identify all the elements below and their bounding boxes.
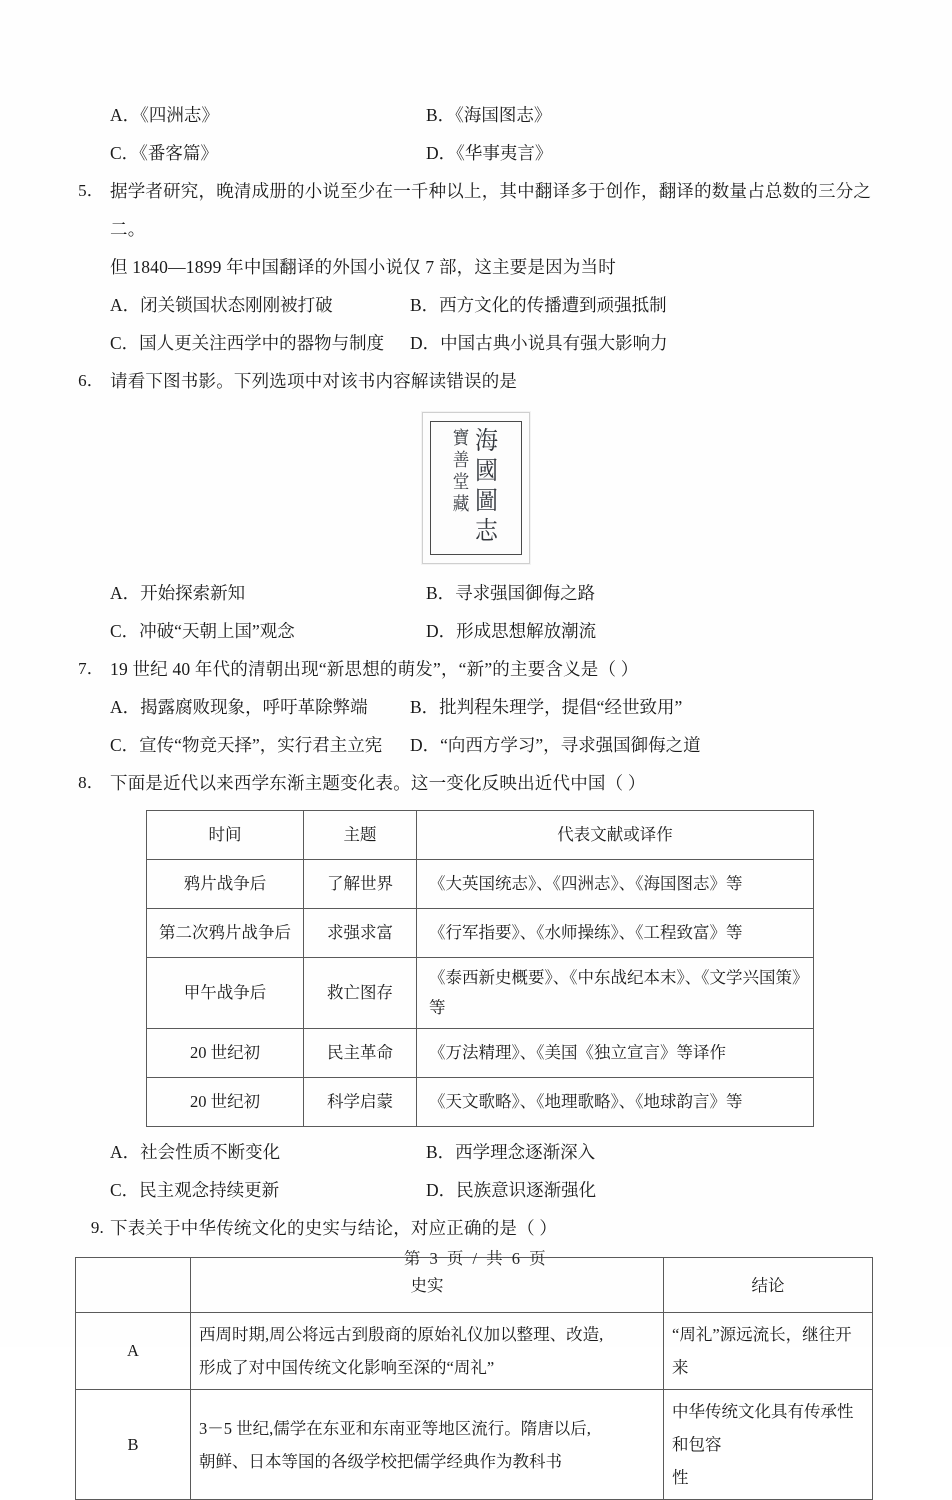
question-5-options-row-2 [76,324,876,362]
page-content [76,96,876,1500]
question-6-options-row-1 [76,574,876,612]
q4-option-d[interactable]: D．《华事夷言》 [426,143,553,163]
cell-fact-line1: 3－5 世纪,儒学在东亚和东南亚等地区流行。隋唐以后, [199,1418,591,1438]
cell-conclusion-line1: 中华传统文化具有传承性和包容 [672,1402,854,1454]
q8-option-a[interactable]: A．社会性质不断变化 [110,1142,281,1162]
q4-option-b[interactable]: B．《海国图志》 [426,105,552,125]
question-8 [76,764,876,802]
table-row [147,1029,814,1078]
cell-conclusion [664,1313,873,1390]
question-6-number: 6． [78,371,104,390]
q6-option-c[interactable]: C．冲破“天朝上国”观念 [110,621,295,641]
cell-fact-line1: 西周时期,周公将远古到殷商的原始礼仪加以整理、改造, [199,1325,604,1344]
seal-char-2: 國 [475,456,499,485]
question-7-number: 7． [78,659,104,678]
q6-option-b[interactable]: B．寻求强国御侮之路 [426,583,596,603]
cell-conclusion [664,1390,873,1500]
th-time: 时间 [147,811,304,860]
table-row [147,1078,814,1127]
q4-options-row-1 [76,96,876,134]
question-5 [76,172,876,248]
seal-char-4: 志 [475,516,499,545]
question-6-options-row-2 [76,612,876,650]
cell-conclusion-line2: 性 [672,1468,689,1487]
question-6-stem-line1: 请看下图书影。下列选项中对该书内容解读错误的是 [110,371,518,391]
cell-time: 甲午战争后 [147,958,304,1029]
question-7 [76,650,876,688]
seal-publisher-column [452,426,470,516]
cell-documents: 《泰西新史概要》、《中东战纪本末》、《文学兴国策》等 [417,958,814,1029]
cell-theme: 了解世界 [304,860,417,909]
question-8-stem-line1: 下面是近代以来西学东渐主题变化表。这一变化反映出近代中国（ ） [110,773,646,793]
table-row [147,958,814,1029]
q8-option-c[interactable]: C．民主观念持续更新 [110,1180,280,1200]
cell-key: A [76,1313,191,1390]
table-row [76,1313,873,1390]
q5-option-a[interactable]: A．闭关锁国状态刚刚被打破 [110,295,333,315]
cell-fact-line2: 朝鲜、日本等国的各级学校把儒学经典作为教科书 [199,1451,562,1471]
cell-time: 20 世纪初 [147,1029,304,1078]
q7-option-c[interactable]: C．宣传“物竞天择”，实行君主立宪 [110,735,383,755]
cell-time: 鸦片战争后 [147,860,304,909]
cell-conclusion-line1: “周礼”源远流长，继往开来 [672,1325,852,1377]
table-header-row [147,811,814,860]
question-8-number: 8． [78,773,104,792]
book-cover-image [422,412,530,564]
table-row [147,860,814,909]
cell-fact [191,1390,664,1500]
q7-option-d[interactable]: D．“向西方学习”，寻求强国御侮之道 [410,735,701,755]
question-9-stem-line1: 下表关于中华传统文化的史实与结论，对应正确的是（ ） [110,1218,558,1238]
cell-theme: 民主革命 [304,1029,417,1078]
question-7-options-row-1 [76,688,876,726]
q5-option-d[interactable]: D．中国古典小说具有强大影响力 [410,333,668,353]
question-6-figure [76,412,876,564]
cell-key: B [76,1390,191,1500]
question-5-stem-line1: 据学者研究，晚清成册的小说至少在一千种以上，其中翻译多于创作，翻译的数量占总数的三分之二。 [110,181,872,239]
book-cover-frame [430,421,522,555]
cell-theme: 科学启蒙 [304,1078,417,1127]
q7-option-a[interactable]: A．揭露腐败现象，呼吁革除弊端 [110,697,368,717]
question-5-options-row-1 [76,286,876,324]
q5-option-b[interactable]: B．西方文化的传播遭到顽强抵制 [410,295,667,315]
q8-option-d[interactable]: D．民族意识逐渐强化 [426,1180,597,1200]
table-row [147,909,814,958]
question-9-number: 9. [90,1218,104,1237]
page-footer: 第 3 页 / 共 6 页 [403,1249,549,1268]
cell-time: 第二次鸦片战争后 [147,909,304,958]
seal-side-char-2: 善 [453,450,470,471]
cell-documents: 《万法精理》、《美国《独立宣言》等译作 [417,1029,814,1078]
cell-documents: 《天文歌略》、《地理歌略》、《地球韵言》等 [417,1078,814,1127]
table-row [76,1390,873,1500]
cell-theme: 救亡图存 [304,958,417,1029]
q6-option-d[interactable]: D．形成思想解放潮流 [426,621,597,641]
traditional-culture-table [75,1257,873,1500]
q4-options-row-2 [76,134,876,172]
th-theme: 主题 [304,811,417,860]
q5-option-c[interactable]: C．国人更关注西学中的器物与制度 [110,333,385,353]
seal-char-3: 圖 [475,486,499,515]
cell-documents: 《大英国统志》、《四洲志》、《海国图志》等 [417,860,814,909]
question-5-stem-line2: 但 1840—1899 年中国翻译的外国小说仅 7 部，这主要是因为当时 [110,257,616,277]
seal-char-1: 海 [475,426,499,455]
question-7-stem-line1: 19 世纪 40 年代的清朝出现“新思想的萌发”，“新”的主要含义是（ ） [110,659,639,679]
cell-theme: 求强求富 [304,909,417,958]
question-5-number: 5． [78,181,104,200]
q4-option-a[interactable]: A．《四洲志》 [110,105,219,125]
th-fact: 史实 [191,1258,664,1313]
seal-side-char-4: 藏 [453,494,470,515]
question-6 [76,362,876,400]
th-conclusion: 结论 [664,1258,873,1313]
seal-title-column [474,426,499,546]
cell-fact [191,1313,664,1390]
q7-option-b[interactable]: B．批判程朱理学，提倡“经世致用” [410,697,683,717]
q4-option-c[interactable]: C．《番客篇》 [110,143,218,163]
q8-option-b[interactable]: B．西学理念逐渐深入 [426,1142,596,1162]
cell-fact-line2: 形成了对中国传统文化影响至深的“周礼” [199,1358,495,1377]
question-8-options-row-2 [76,1171,876,1209]
seal-side-char-1: 寶 [453,428,470,449]
th-documents: 代表文献或译作 [417,811,814,860]
question-7-options-row-2 [76,726,876,764]
western-learning-table [146,810,814,1127]
question-5-stem-line2-row [76,248,876,286]
question-9 [76,1209,876,1247]
q6-option-a[interactable]: A．开始探索新知 [110,583,246,603]
cell-time: 20 世纪初 [147,1078,304,1127]
question-8-options-row-1 [76,1133,876,1171]
seal-side-char-3: 堂 [453,472,470,493]
cell-documents: 《行军指要》、《水师操练》、《工程致富》等 [417,909,814,958]
